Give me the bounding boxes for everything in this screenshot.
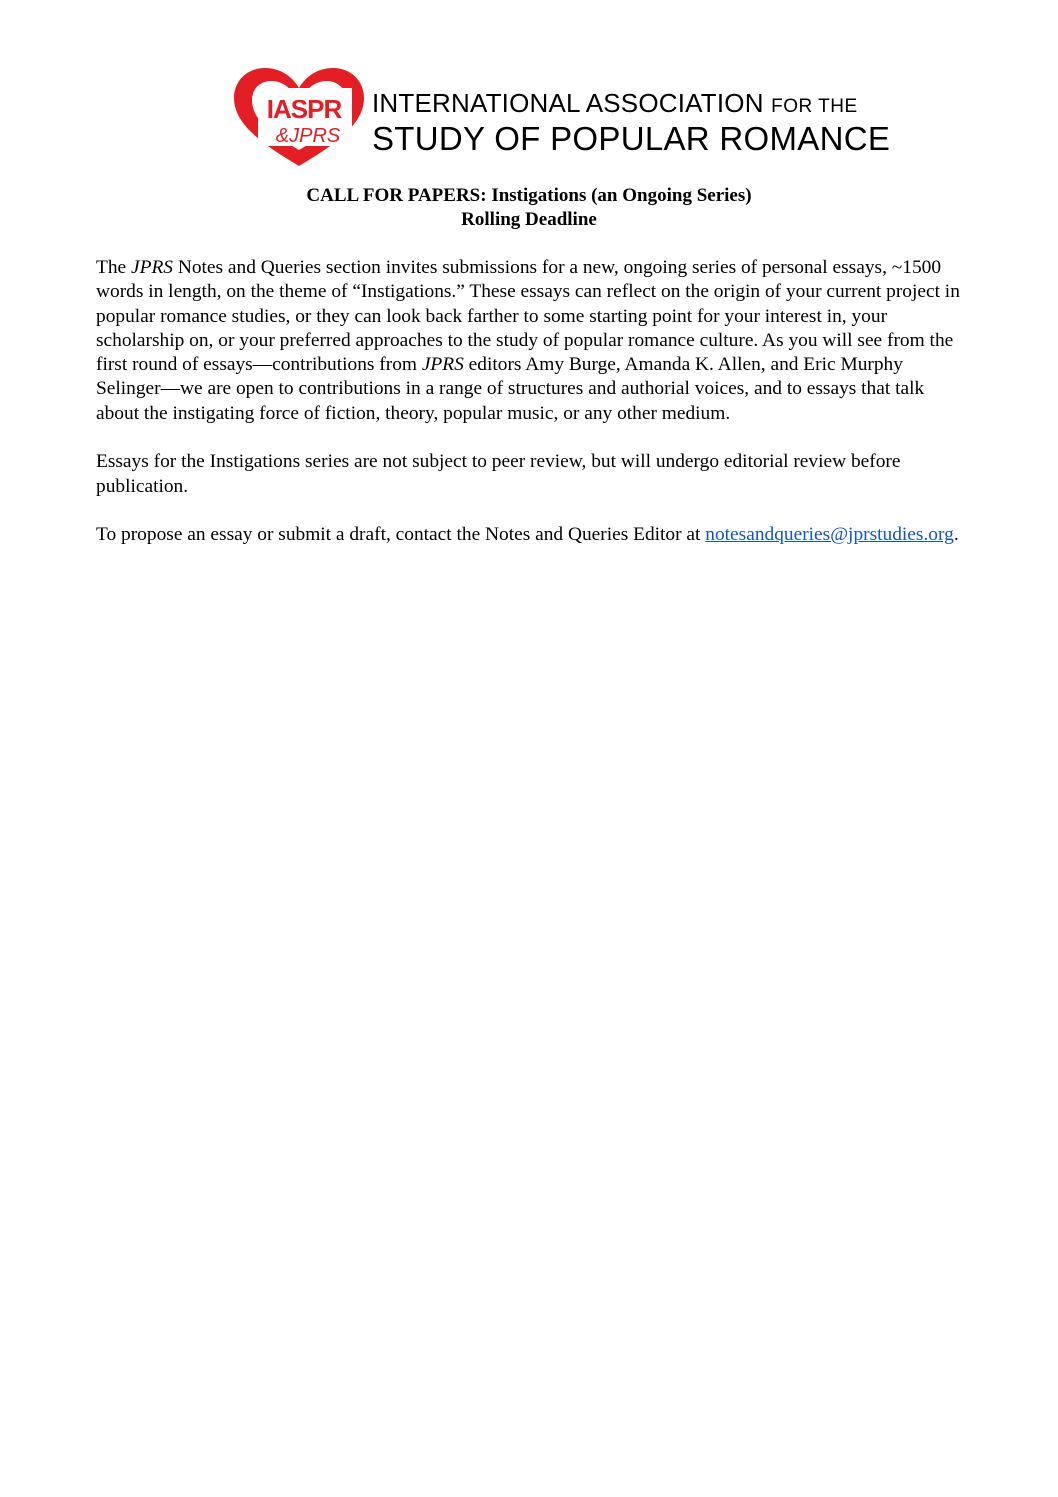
p3-text-a: To propose an essay or submit a draft, contact the Notes and Queries Editor at: [96, 524, 706, 546]
page-header: [232, 66, 892, 170]
org-name-main: INTERNATIONAL ASSOCIATION: [372, 88, 764, 118]
document-title: [96, 184, 962, 232]
paragraph-2: Essays for the Instigations series are not subject to peer review, but will undergo editorial review before publication.: [96, 451, 901, 497]
iaspr-heart-logo: [232, 66, 366, 170]
logo-text-jprs: &JPRS: [275, 125, 341, 147]
p1-text-a: The: [96, 257, 131, 278]
title-line2: Rolling Deadline: [461, 209, 597, 230]
organization-name: [372, 88, 890, 156]
p1-italic-jprs-2: JPRS: [421, 354, 464, 376]
p1-text-c: editors Amy Burge, Amanda K. Allen, and Eric Murphy Selinger—we are open to contributions in a range of structures and authorial voices, and to essays that talk about the instigating force of fiction, theory, popular music, or any other medium.: [96, 354, 925, 424]
paragraph-3: [96, 523, 966, 547]
email-link[interactable]: notesandqueries@jprstudies.org: [705, 524, 954, 546]
document-body: [96, 256, 966, 572]
org-name-small: FOR THE: [771, 96, 858, 117]
p3-text-b: .: [953, 524, 959, 546]
paragraph-1: [96, 256, 966, 426]
p1-text-b: Notes and Queries section invites submissions for a new, ongoing series of personal essays, ~1500 words in length, on the theme of “Instigations.” These essays can reflect on the origin of your current project in popular romance studies, or they can look back farther to some starting point for your interest in, your scholarship on, or your preferred approaches to the study of popular romance culture. As you will see from the first round of essays—contributions from: [96, 257, 960, 376]
logo-text-iaspr: IASPR: [266, 94, 342, 124]
org-name-line2: STUDY OF POPULAR ROMANCE: [372, 120, 891, 157]
org-name-line1: [372, 88, 890, 122]
title-line1: CALL FOR PAPERS: Instigations (an Ongoing Series): [306, 185, 752, 206]
p1-italic-jprs-1: JPRS: [131, 257, 173, 278]
